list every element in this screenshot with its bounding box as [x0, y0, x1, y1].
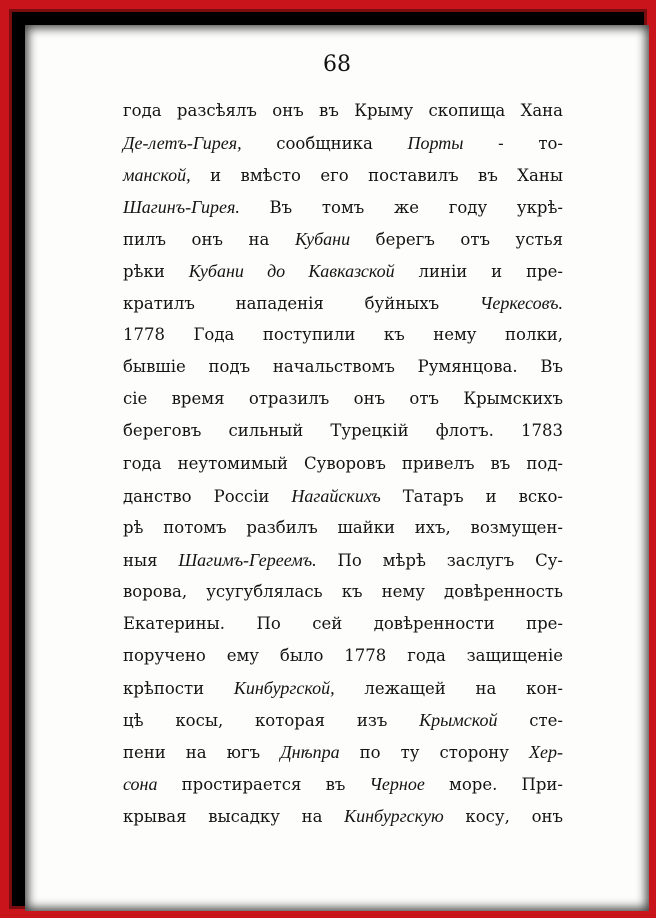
italic-text-run: манской, — [123, 165, 191, 186]
italic-text-run: Шагинъ-Гирея. — [123, 197, 240, 218]
text-line — [123, 319, 563, 351]
text-run: Татаръ и вско- — [380, 486, 563, 506]
text-run: пени на югъ — [123, 742, 281, 762]
text-run: Екатерины. По сей довѣренности пре- — [123, 613, 563, 633]
text-line — [123, 223, 563, 255]
text-line — [123, 640, 563, 672]
italic-text-run: Порты — [407, 133, 464, 154]
italic-text-run: сона — [123, 773, 158, 794]
text-line — [123, 608, 563, 640]
page-text — [123, 95, 563, 832]
text-line — [123, 127, 563, 159]
text-line — [123, 415, 563, 447]
book-page — [25, 25, 649, 911]
text-line — [123, 576, 563, 608]
text-run: крывая высадку на — [123, 807, 345, 827]
text-run: По мѣрѣ заслугъ Су- — [316, 550, 563, 570]
text-run: берегъ отъ устья — [350, 230, 563, 250]
text-run: года разсѣялъ онъ въ Крыму скопища Хана — [123, 101, 563, 120]
italic-text-run: Черное — [369, 773, 425, 794]
italic-text-run: Нагайскихъ — [291, 485, 381, 506]
text-line — [123, 191, 563, 223]
text-run: крѣпости — [123, 678, 234, 698]
text-run: ныя — [123, 550, 179, 570]
text-run: 1778 Года поступили къ нему полки, — [123, 325, 563, 345]
italic-text-run: Днѣпра — [280, 741, 340, 762]
text-line — [123, 736, 563, 768]
text-line — [123, 159, 563, 191]
italic-text-run: Хер- — [529, 741, 563, 762]
text-line — [123, 768, 563, 800]
text-run: простирается въ — [157, 774, 370, 794]
text-run: рѣки — [123, 262, 189, 282]
text-run: береговъ сильный Турецкій флотъ. 1783 — [123, 421, 563, 441]
text-run: - то- — [463, 134, 563, 154]
text-line — [123, 95, 563, 127]
text-run: и вмѣсто его поставилъ въ Ханы — [190, 166, 563, 186]
text-run: цѣ косы, которая изъ — [123, 710, 420, 730]
italic-text-run: Черкесовъ. — [479, 293, 563, 314]
text-line — [123, 480, 563, 512]
text-line — [123, 255, 563, 287]
text-run: сообщника — [241, 134, 408, 154]
text-run: по ту сторону — [339, 742, 529, 762]
text-run: данство Россіи — [123, 486, 292, 506]
text-run: линіи и пре- — [394, 262, 563, 282]
text-run: кратилъ нападенія буйныхъ — [123, 294, 480, 314]
text-line — [123, 287, 563, 319]
italic-text-run: Кубани — [294, 229, 351, 250]
italic-text-run: Кинбургской, — [233, 677, 335, 698]
italic-text-run: Кубани до Кавказской — [188, 261, 395, 282]
italic-text-run: Крымской — [419, 709, 498, 730]
text-line — [123, 448, 563, 480]
text-run: года неутомимый Суворовъ привелъ въ под- — [123, 453, 563, 473]
text-run: поручено ему было 1778 года защищеніе — [123, 645, 563, 665]
text-run: лежащей на кон- — [334, 678, 563, 698]
text-line — [123, 704, 563, 736]
text-run: ворова, усугублялась къ нему довѣренность — [123, 581, 563, 601]
italic-text-run: Кинбургскую — [344, 806, 444, 827]
text-run: сте- — [497, 710, 563, 730]
italic-text-run: Де-летъ-Гирея, — [123, 133, 242, 154]
text-line — [123, 512, 563, 544]
text-line — [123, 544, 563, 576]
italic-text-run: Шагимъ-Гереемъ. — [178, 549, 317, 570]
text-line — [123, 383, 563, 415]
text-line — [123, 351, 563, 383]
text-run: Въ томъ же году укрѣ- — [239, 198, 563, 218]
text-line — [123, 800, 563, 832]
text-run: пилъ онъ на — [123, 230, 295, 250]
text-run: море. При- — [424, 774, 564, 794]
text-run: бывшіе подъ начальствомъ Румянцова. Въ — [123, 357, 563, 377]
text-run: рѣ потомъ разбилъ шайки ихъ, возмущен- — [123, 517, 563, 537]
page-number: 68 — [323, 52, 351, 77]
text-run: косу, онъ — [443, 807, 564, 827]
text-line — [123, 672, 563, 704]
text-run: сіе время отразилъ онъ отъ Крымскихъ — [123, 389, 563, 409]
